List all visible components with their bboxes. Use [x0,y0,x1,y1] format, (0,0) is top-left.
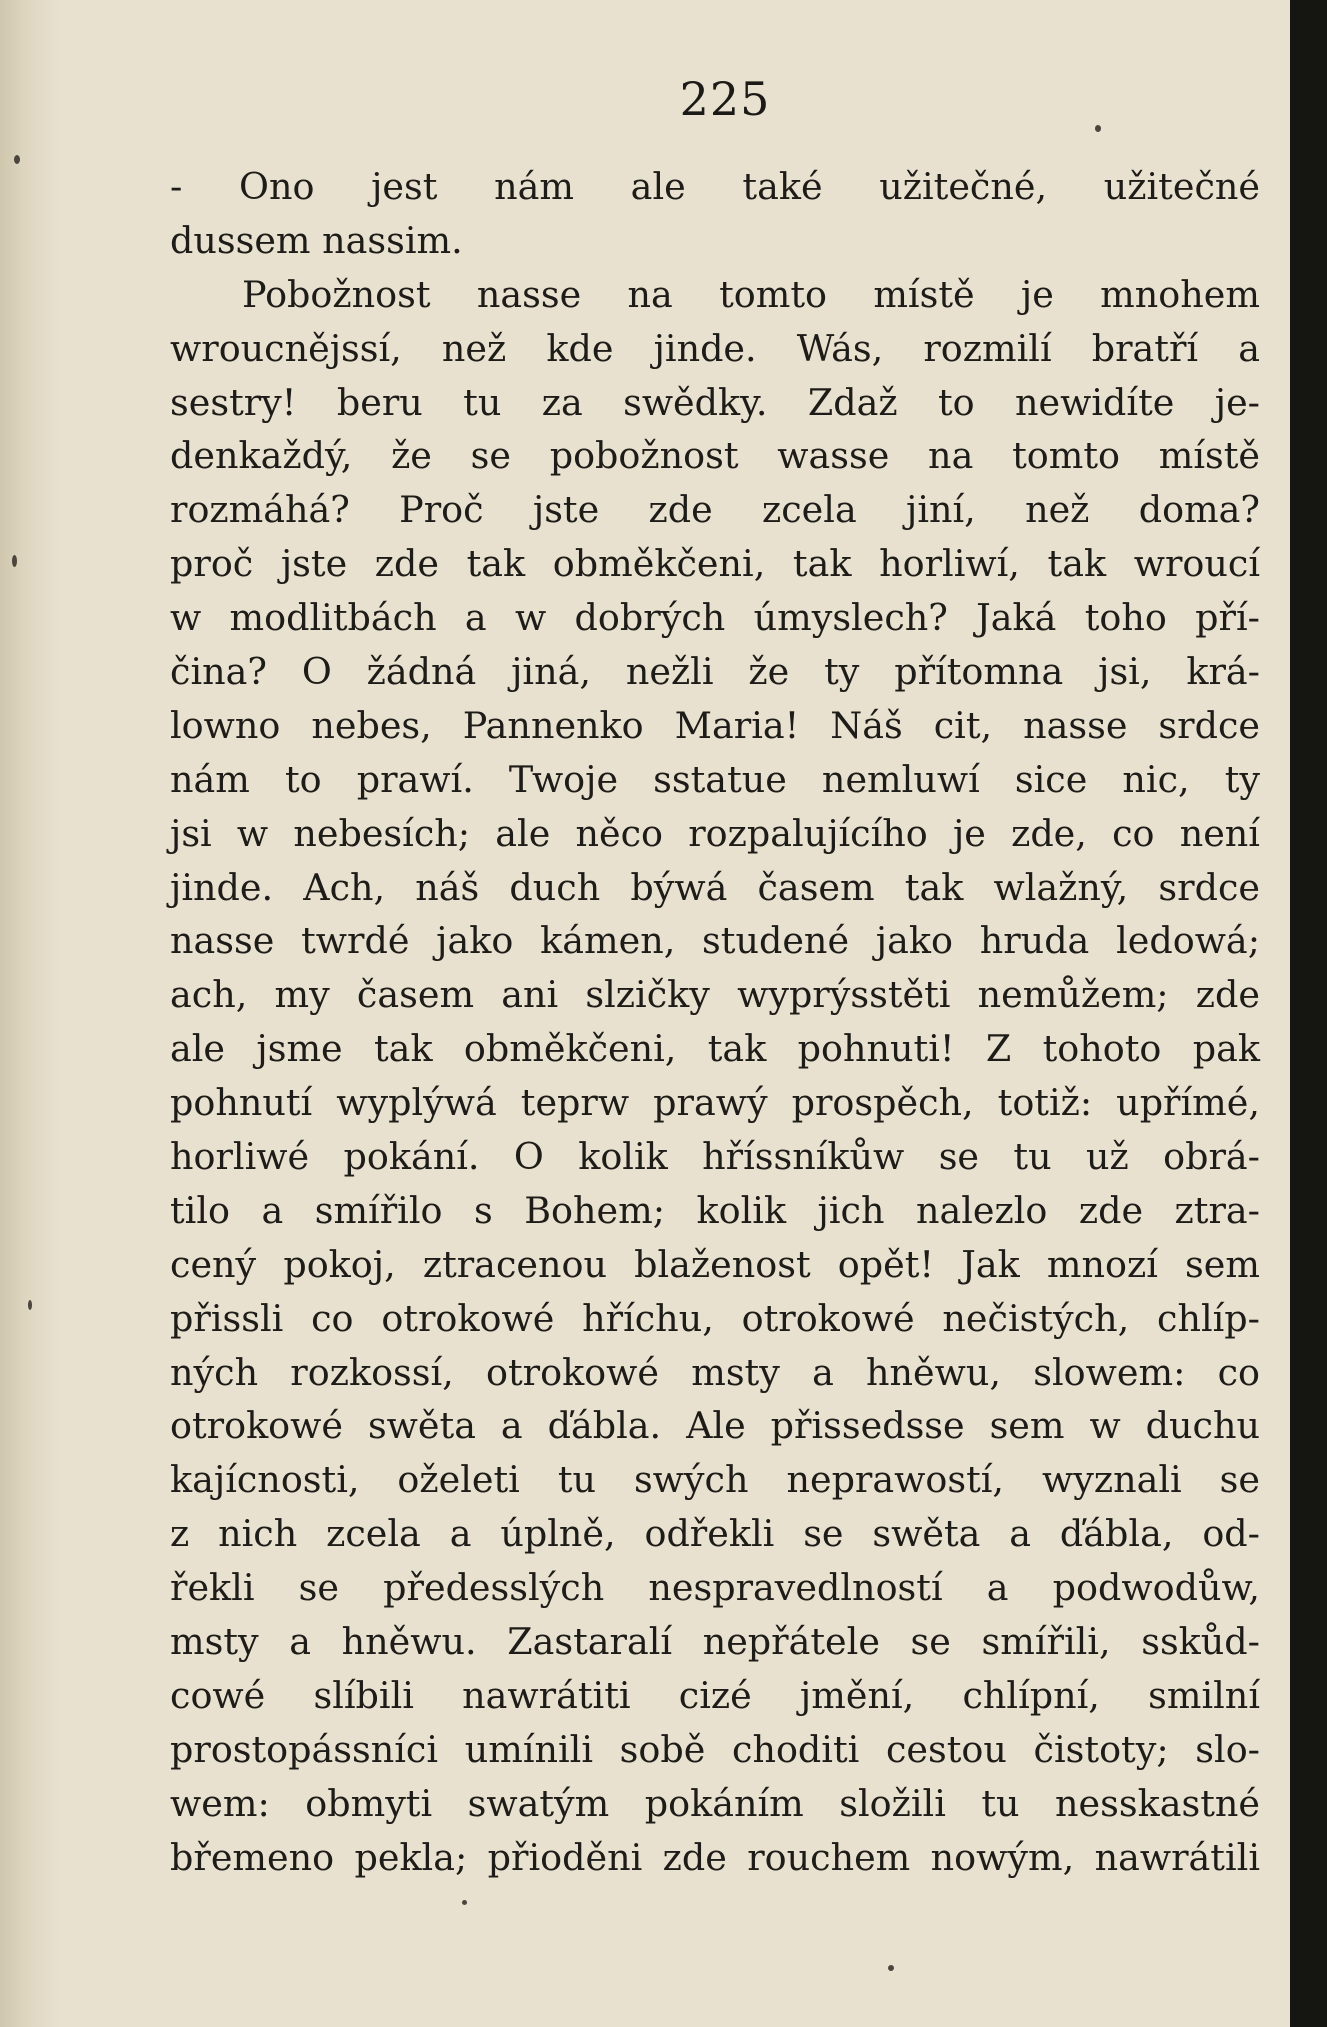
text-line: ných rozkossí, otrokowé msty a hněwu, slowem: co [170,1350,1260,1394]
text-line: nám to prawí. Twoje sstatue nemluwí sice nic, ty [170,757,1260,801]
text-line: z nich zcela a úplně, odřekli se swěta a ďábla, od- [170,1512,1260,1556]
paper-speck [1095,125,1101,132]
text-line: ale jsme tak obměkčeni, tak pohnuti! Z tohoto pak [170,1027,1260,1071]
text-line: přissli co otrokowé hříchu, otrokowé nečistých, chlíp- [170,1296,1260,1340]
text-line: cený pokoj, ztracenou blaženost opět! Jak mnozí sem [170,1242,1260,1286]
paper-speck [28,1300,32,1310]
text-line: čina? O žádná jiná, nežli že ty přítomna jsi, krá- [170,650,1260,694]
text-line: rozmáhá? Proč jste zde zcela jiní, než doma? [170,488,1260,532]
text-line: dussem nassim. [170,218,463,262]
text-line: břemeno pekla; přioděni zde rouchem nowým, nawrátili [170,1835,1260,1879]
scan-dark-edge [1290,0,1327,2027]
text-line: msty a hněwu. Zastaralí nepřátele se smířili, sskůd- [170,1620,1260,1664]
binding-shadow [0,0,60,2027]
text-line: otrokowé swěta a ďábla. Ale přissedsse sem w duchu [170,1404,1260,1448]
text-line: proč jste zde tak obměkčeni, tak horliwí, tak wroucí [170,542,1260,586]
paper-speck [888,1965,894,1971]
text-line: Pobožnost nasse na tomto místě je mnohem [242,272,1260,316]
text-line: nasse twrdé jako kámen, studené jako hruda ledowá; [170,919,1260,963]
paper-speck [462,1900,467,1905]
paper-speck [12,555,17,567]
body-text [170,160,1260,1885]
text-line: horliwé pokání. O kolik hříssníkůw se tu už obrá- [170,1135,1260,1179]
text-line: ach, my časem ani slzičky wyprýsstěti nemůžem; zde [170,973,1260,1017]
text-line: jsi w nebesích; ale něco rozpalujícího je zde, co není [170,811,1260,855]
paper-speck [14,155,20,164]
text-line: w modlitbách a w dobrých úmyslech? Jaká toho pří- [170,596,1260,640]
text-line: denkaždý, že se pobožnost wasse na tomto místě [170,434,1260,478]
text-line: kajícnosti, oželeti tu swých neprawostí, wyznali se [170,1458,1260,1502]
text-line: tilo a smířilo s Bohem; kolik jich nalezlo zde ztra- [170,1188,1260,1232]
text-line: pohnutí wyplýwá teprw prawý prospěch, totiž: upřímé, [170,1081,1260,1125]
text-line: řekli se předesslých nespravedlností a podwodůw, [170,1566,1260,1610]
text-line: jinde. Ach, náš duch býwá časem tak wlažný, srdce [170,865,1260,909]
text-line: prostopássníci umínili sobě choditi cestou čistoty; slo- [170,1727,1260,1771]
text-line: cowé slíbili nawrátiti cizé jmění, chlípní, smilní [170,1673,1260,1717]
text-line: wroucnějssí, než kde jinde. Wás, rozmilí bratří a [170,326,1260,370]
text-line: lowno nebes, Pannenko Maria! Náš cit, nasse srdce [170,703,1260,747]
page-number: 225 [679,72,771,126]
text-line: - Ono jest nám ale také užitečné, užitečné [170,165,1260,208]
text-line: sestry! beru tu za swědky. Zdaž to newidíte je- [170,380,1260,424]
text-line: wem: obmyti swatým pokáním složili tu nesskastné [170,1781,1260,1825]
